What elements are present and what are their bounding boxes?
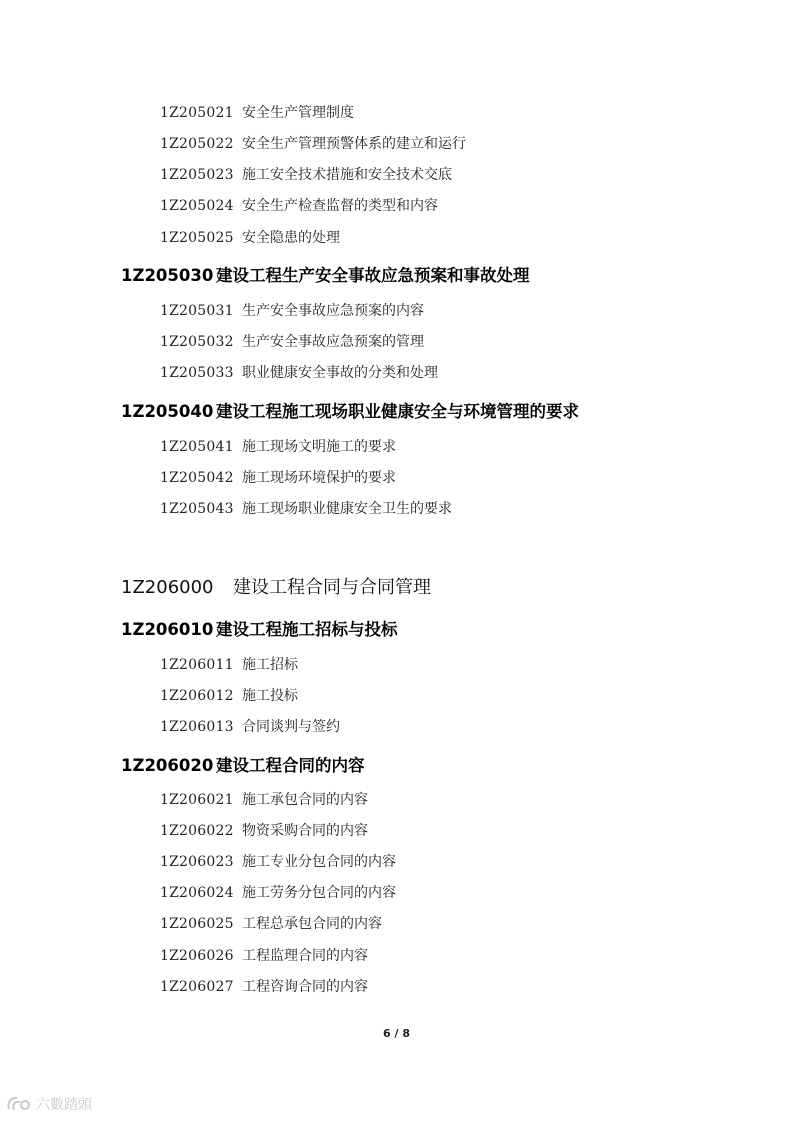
entry-title: 生产安全事故应急预案的内容 <box>242 303 424 319</box>
chapter-code: 1Z206000 <box>121 577 214 598</box>
entry-title: 施工投标 <box>242 688 298 704</box>
entry-code: 1Z205023 <box>160 167 234 183</box>
toc-entry <box>160 498 452 518</box>
entry-title: 施工招标 <box>242 657 298 673</box>
entry-code: 1Z206022 <box>160 823 234 839</box>
entry-code: 1Z205031 <box>160 303 234 319</box>
toc-entry <box>160 882 396 902</box>
entry-title: 施工专业分包合同的内容 <box>242 854 396 870</box>
watermark-logo-icon <box>6 1094 32 1114</box>
entry-title: 施工安全技术措施和安全技术交底 <box>242 167 452 183</box>
section-title: 建设工程生产安全事故应急预案和事故处理 <box>216 266 530 285</box>
entry-code: 1Z206013 <box>160 719 234 735</box>
entry-code: 1Z206025 <box>160 916 234 932</box>
entry-title: 施工现场环境保护的要求 <box>242 470 396 486</box>
entry-title: 安全生产管理预警体系的建立和运行 <box>242 136 466 152</box>
toc-entry <box>160 789 368 809</box>
section-title: 建设工程施工现场职业健康安全与环境管理的要求 <box>216 402 579 421</box>
entry-title: 安全生产检查监督的类型和内容 <box>242 198 438 214</box>
section-title: 建设工程合同的内容 <box>216 756 365 775</box>
toc-entry <box>160 300 424 320</box>
entry-code: 1Z206021 <box>160 792 234 808</box>
entry-title: 合同谈判与签约 <box>242 719 340 735</box>
entry-code: 1Z206011 <box>160 657 234 673</box>
entry-title: 工程监理合同的内容 <box>242 948 368 964</box>
toc-entry <box>160 362 438 382</box>
entry-title: 工程咨询合同的内容 <box>242 979 368 995</box>
entry-code: 1Z205025 <box>160 230 234 246</box>
entry-code: 1Z205043 <box>160 501 234 517</box>
entry-code: 1Z205024 <box>160 198 234 214</box>
entry-code: 1Z206027 <box>160 979 234 995</box>
section-code: 1Z205030 <box>121 266 214 285</box>
entry-code: 1Z205042 <box>160 470 234 486</box>
section-heading <box>121 616 398 640</box>
toc-entry <box>160 467 396 487</box>
entry-code: 1Z206012 <box>160 688 234 704</box>
entry-title: 施工劳务分包合同的内容 <box>242 885 396 901</box>
entry-code: 1Z206023 <box>160 854 234 870</box>
section-code: 1Z206020 <box>121 756 214 775</box>
section-heading <box>121 398 579 422</box>
entry-title: 职业健康安全事故的分类和处理 <box>242 365 438 381</box>
entry-title: 物资采购合同的内容 <box>242 823 368 839</box>
toc-entry <box>160 976 368 996</box>
entry-title: 安全生产管理制度 <box>242 105 354 121</box>
section-code: 1Z205040 <box>121 402 214 421</box>
chapter-title: 建设工程合同与合同管理 <box>233 577 431 598</box>
entry-title: 工程总承包合同的内容 <box>242 916 382 932</box>
section-code: 1Z206010 <box>121 620 214 639</box>
watermark <box>6 1094 92 1114</box>
section-title: 建设工程施工招标与投标 <box>216 620 398 639</box>
toc-entry <box>160 195 438 215</box>
toc-entry <box>160 913 382 933</box>
entry-code: 1Z205021 <box>160 105 234 121</box>
toc-entry <box>160 133 466 153</box>
section-heading <box>121 752 365 776</box>
toc-entry <box>160 851 396 871</box>
entry-code: 1Z206024 <box>160 885 234 901</box>
toc-entry <box>160 436 396 456</box>
entry-code: 1Z205032 <box>160 334 234 350</box>
chapter-heading <box>121 573 431 599</box>
toc-entry <box>160 227 340 247</box>
toc-entry <box>160 164 452 184</box>
entry-title: 施工现场职业健康安全卫生的要求 <box>242 501 452 517</box>
entry-code: 1Z205022 <box>160 136 234 152</box>
section-heading <box>121 262 530 286</box>
watermark-text: 六數踏頭 <box>36 1097 92 1113</box>
page-number: 6 / 8 <box>383 1027 410 1040</box>
toc-entry <box>160 685 298 705</box>
toc-entry <box>160 102 354 122</box>
toc-entry <box>160 820 368 840</box>
entry-title: 施工现场文明施工的要求 <box>242 439 396 455</box>
entry-code: 1Z206026 <box>160 948 234 964</box>
entry-code: 1Z205041 <box>160 439 234 455</box>
toc-entry <box>160 945 368 965</box>
toc-entry <box>160 716 340 736</box>
entry-title: 施工承包合同的内容 <box>242 792 368 808</box>
entry-title: 生产安全事故应急预案的管理 <box>242 334 424 350</box>
entry-code: 1Z205033 <box>160 365 234 381</box>
toc-entry <box>160 654 298 674</box>
toc-entry <box>160 331 424 351</box>
entry-title: 安全隐患的处理 <box>242 230 340 246</box>
